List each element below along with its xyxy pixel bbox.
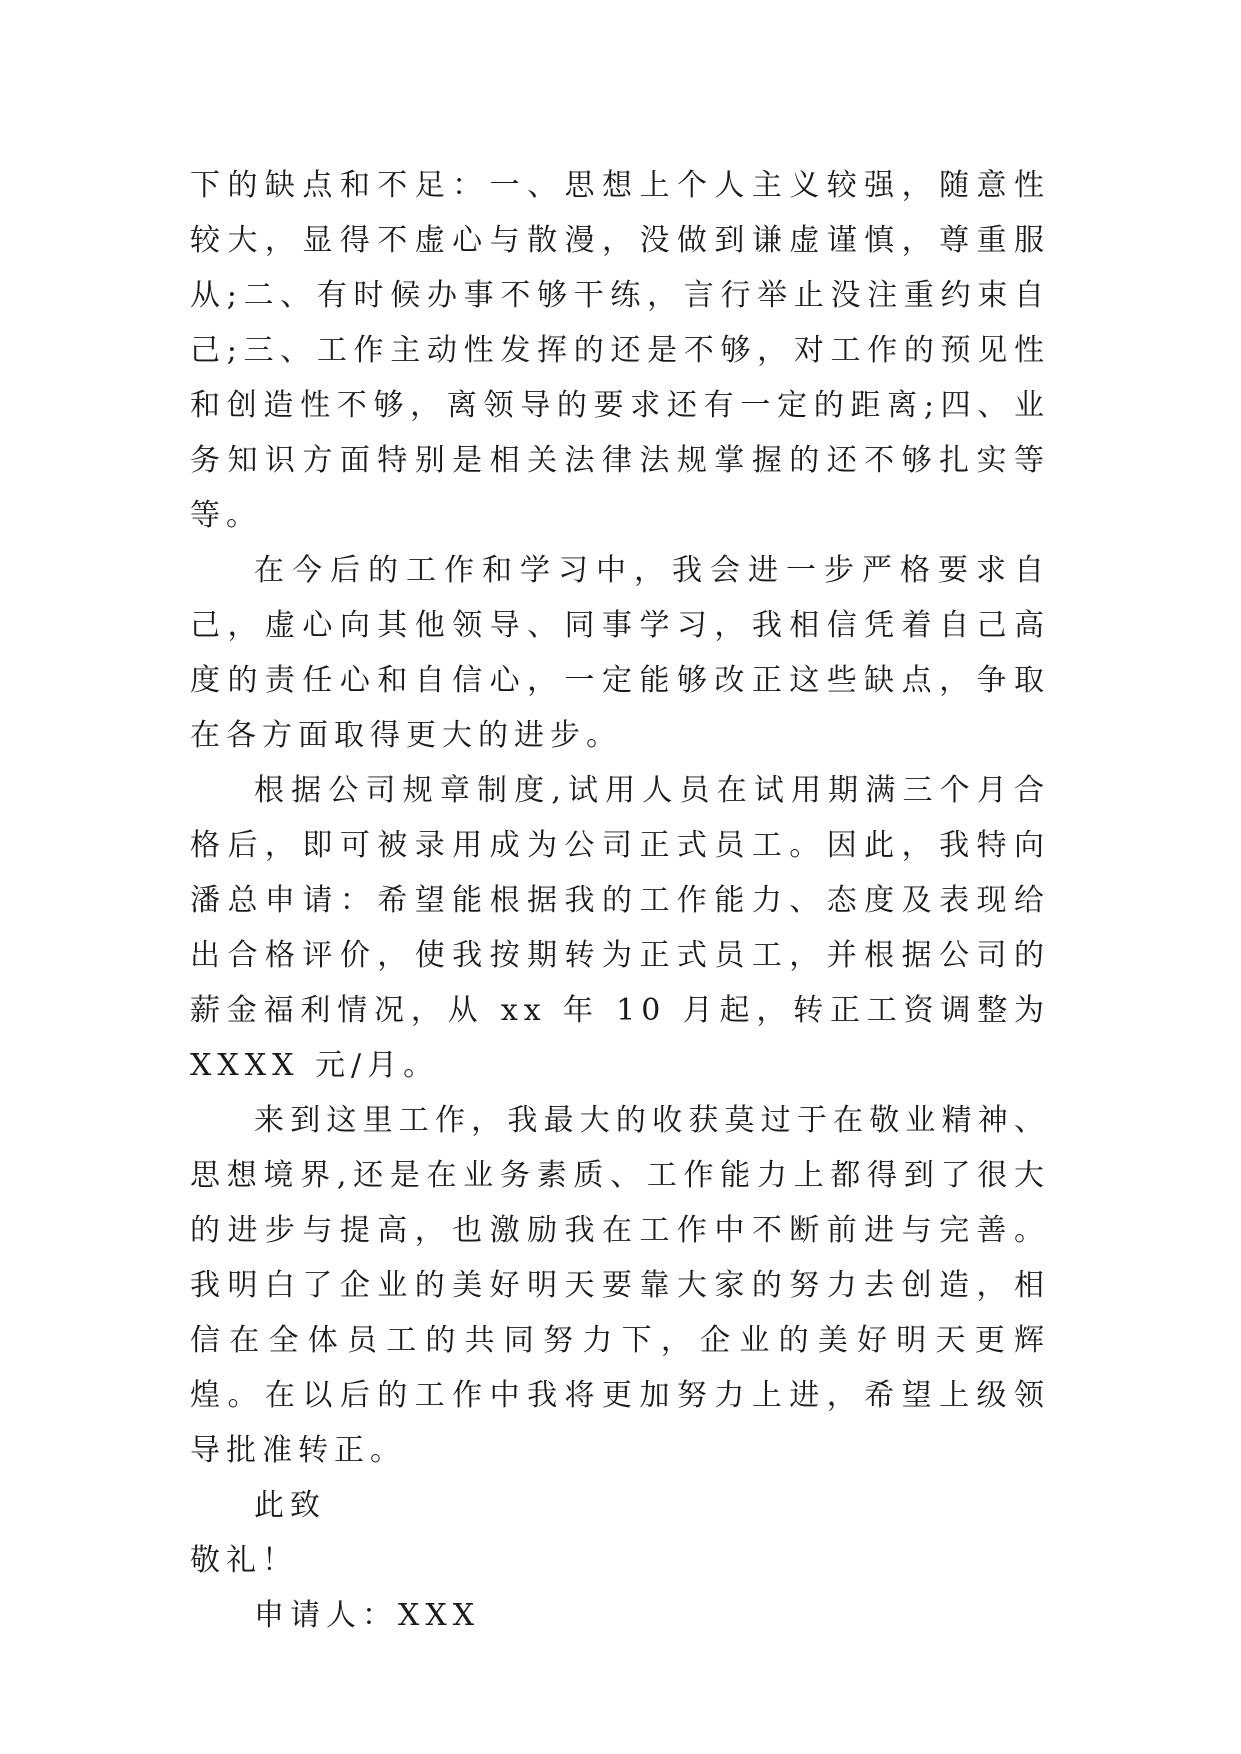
salutation-line: 敬礼！: [190, 1543, 298, 1578]
paragraph-gains: 来到这里工作，我最大的收获莫过于在敬业精神、思想境界,还是在业务素质、工作能力上都得到了很大的进步与提高，也激励我在工作中不断前进与完善。我明白了企业的美好明天要靠大家的努力去创造，相信在全体员工的共同努力下，企业的美好明天更辉煌。在以后的工作中我将更加努力上进，希望上级领导批准转正。: [190, 1103, 1050, 1468]
closing-line: 此致: [254, 1488, 326, 1523]
applicant-signature: 申请人：XXX: [254, 1598, 481, 1633]
paragraph-application-request: 根据公司规章制度,试用人员在试用期满三个月合格后，即可被录用成为公司正式员工。因此，我特向潘总申请：希望能根据我的工作能力、态度及表现给出合格评价，使我按期转为正式员工，并根据公司的薪金福利情况，从 xx 年 10 月起，转正工资调整为 XXXX 元/月。: [190, 773, 1050, 1083]
paragraph-shortcomings: 下的缺点和不足：一、思想上个人主义较强，随意性较大，显得不虚心与散漫，没做到谦虚谨慎，尊重服从;二、有时候办事不够干练，言行举止没注重约束自己;三、工作主动性发挥的还是不够，对工作的预见性和创造性不够，离领导的要求还有一定的距离;四、业务知识方面特别是相关法律法规掌握的还不够扎实等等。: [190, 168, 1050, 533]
paragraph-future-plans: 在今后的工作和学习中，我会进一步严格要求自己，虚心向其他领导、同事学习，我相信凭着自己高度的责任心和自信心，一定能够改正这些缺点，争取在各方面取得更大的进步。: [190, 553, 1050, 753]
document-body: [190, 158, 1050, 1643]
